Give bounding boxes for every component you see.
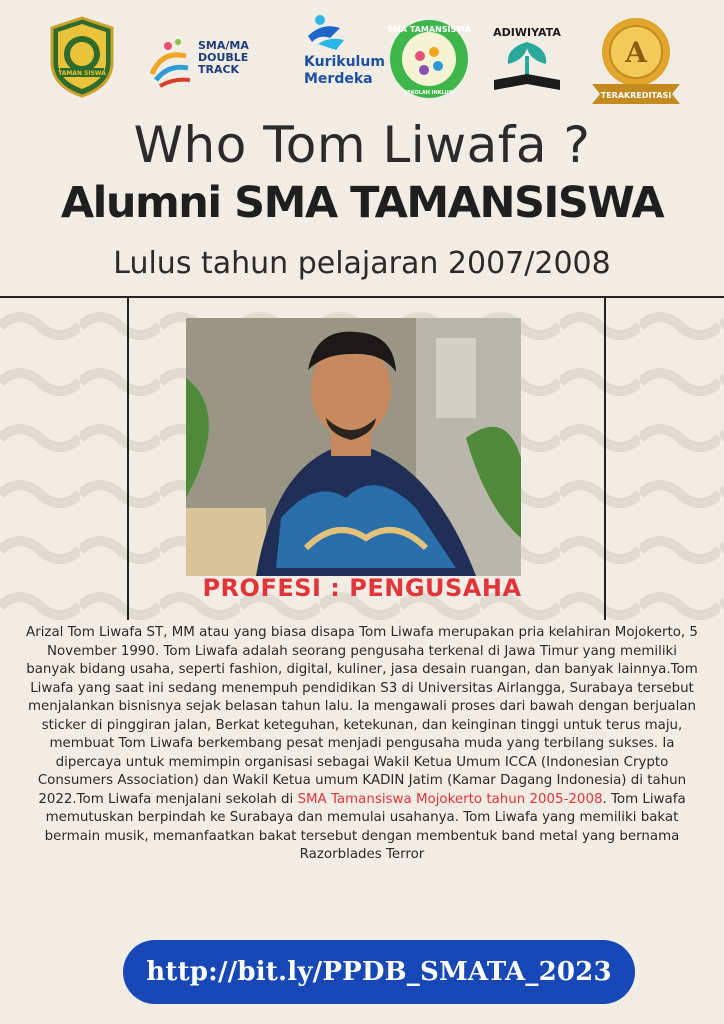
- bio-part-1: Arizal Tom Liwafa ST, MM atau yang biasa disapa Tom Liwafa merupakan pria kelahiran Mojokerto, 5 November 1990. Tom Liwafa adalah seorang pengusaha terkenal di Jawa Timur yang memiliki banyak bidang usaha, seperti fashion, digital, kuliner, jasa desain ruangan, dan banyak lainnya.Tom Liwafa yang saat ini sedang menempuh pendidikan S3 di Universitas Airlangga, Surabaya tersebut menjalankan bisnisnya sejak belasan tahun lalu. Ia mengawali proses dari bawah dengan berjualan sticker di pinggiran jalan, Berkat keteguhan, ketekunan, dan keinginan tinggi untuk terus maju, membuat Tom Liwafa berkembang pesat menjadi pengusaha muda yang terbilang sukses. Ia dipercaya untuk memimpin organisasi sebagai Wakil Ketua Umum ICCA (Indonesian Crypto Consumers Association) dan Wakil Ketua umum KADIN Jatim (Kamar Dagang Indonesia) di tahun 2022.Tom Liwafa menjalani sekolah di: [26, 625, 698, 807]
- bio-highlight: SMA Tamansiswa Mojokerto tahun 2005-2008: [297, 791, 603, 807]
- double-track-logo: [148, 34, 264, 96]
- portrait-photo: [186, 318, 521, 576]
- tamansiswa-crest-logo: [46, 16, 118, 98]
- registration-link-button[interactable]: [123, 940, 635, 1004]
- biography-text: [22, 624, 702, 865]
- medal-grade: A: [625, 36, 647, 69]
- adiwiyata-text: ADIWIYATA: [493, 26, 561, 39]
- frame-right-line: [604, 296, 606, 620]
- bio-part-2: . Tom Liwafa memutuskan berpindah ke Surabaya dan memulai usahanya. Tom Liwafa yang memiliki bakat bermain musik, memanfaatkan bakat tersebut dengan membentuk band metal yang bernama Razorblades Terror: [44, 791, 686, 862]
- badge-text: SMA TAMANSISWA: [388, 25, 470, 34]
- badge-subtext: SEKOLAH INKLUSI: [403, 90, 455, 96]
- page-title: Who Tom Liwafa ?: [133, 116, 591, 174]
- page-subtitle: Alumni SMA TAMANSISWA: [60, 178, 664, 228]
- medal-subtext: TERAKREDITASI: [600, 91, 672, 100]
- crest-text: TAMAN SISWA: [58, 70, 106, 77]
- graduation-year: Lulus tahun pelajaran 2007/2008: [113, 246, 611, 281]
- frame-horizontal-line: [0, 296, 724, 298]
- frame-left-line: [127, 296, 129, 620]
- adiwiyata-logo: [484, 18, 570, 102]
- registration-link-text[interactable]: http://bit.ly/PPDB_SMATA_2023: [146, 957, 612, 987]
- terakreditasi-medal-logo: [588, 14, 684, 106]
- profession-label: PROFESI : PENGUSAHA: [202, 574, 522, 602]
- kurikulum-merdeka-logo: [300, 14, 385, 98]
- logo-row: [0, 14, 724, 110]
- sma-tamansiswa-badge-logo: [388, 18, 470, 100]
- kurikulum-text: Kurikulum Merdeka: [304, 54, 385, 87]
- double-track-text: SMA/MA DOUBLE TRACK: [198, 39, 249, 76]
